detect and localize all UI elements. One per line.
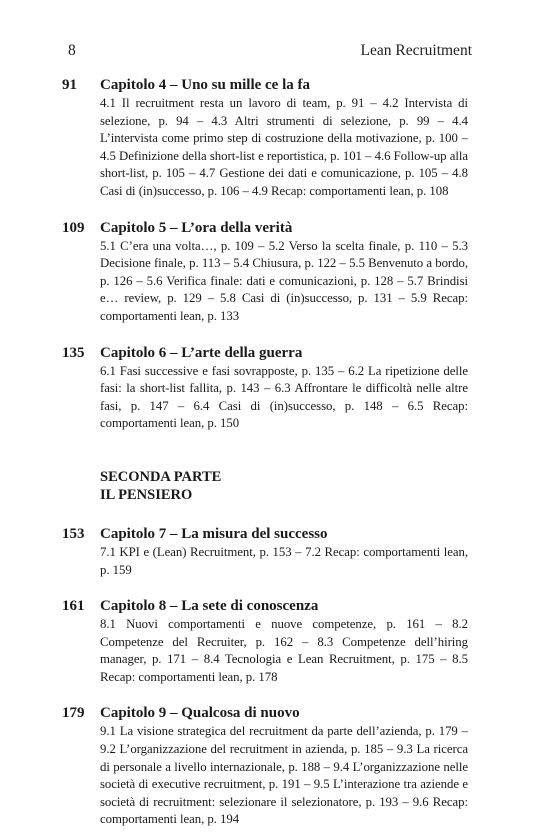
chapter-sections: 9.1 La visione strategica del recruitment da parte dell’azienda, p. 179 – 9.2 L’organizzazione del recruitment in azienda, p. 185 – 9.3 La ricerca di personale a livello internazionale, p. 188 – 9.4 L’organizzazione nelle società di executive recruitment, p. 191 – 9.5 L’interazione tra aziende e società di recruitment: selezionare il selezionatore, p. 193 – 9.6 Recap: comportamenti lean, p. 194	[100, 724, 468, 827]
part-heading-line: IL PENSIERO	[100, 486, 193, 503]
part-heading-line: SECONDA PARTE	[100, 468, 222, 485]
page-number: 8	[68, 42, 76, 59]
chapter-sections: 5.1 C’era una volta…, p. 109 – 5.2 Verso la scelta finale, p. 110 – 5.3 Decisione finale, p. 113 – 5.4 Chiusura, p. 122 – 5.5 Benvenuto a bordo, p. 126 – 5.6 Verifica finale: dati e comunicazioni, p. 128 – 5.7 Brindisi e… review, p. 129 – 5.8 Casi di (in)successo, p. 131 – 5.9 Recap: comportamenti lean, p. 133	[100, 238, 468, 323]
chapter-title: Capitolo 9 – Qualcosa di nuovo	[100, 705, 300, 722]
table-of-contents	[62, 75, 474, 829]
chapter-sections: 6.1 Fasi successive e fasi sovrapposte, p. 135 – 6.2 La ripetizione delle fasi: la short-list fallita, p. 143 – 6.3 Affrontare le difficoltà nelle altre fasi, p. 147 – 6.4 Casi di (in)successo, p. 148 – 6.5 Recap: comportamenti lean, p. 150	[100, 363, 468, 431]
toc-entry	[62, 703, 474, 829]
toc-entry	[62, 524, 474, 579]
chapter-sections: 4.1 Il recruitment resta un lavoro di team, p. 91 – 4.2 Intervista di selezione, p. 94 – 4.3 Altri strumenti di selezione, p. 99 – 4.4 L’intervista come primo step di costruzione della motivazione, p. 100 – 4.5 Definizione della short-list e reportistica, p. 101 – 4.6 Follow-up alla short-list, p. 105 – 4.7 Gestione dei dati e comunicazione, p. 105 – 4.8 Casi di (in)successo, p. 106 – 4.9 Recap: comportamenti lean, p. 108	[100, 96, 468, 198]
toc-entry-page: 161	[62, 598, 85, 615]
toc-entry	[62, 343, 474, 433]
part-heading	[62, 468, 474, 504]
chapter-title: Capitolo 7 – La misura del successo	[100, 525, 328, 542]
chapter-title: Capitolo 5 – L’ora della verità	[100, 219, 293, 236]
running-header	[68, 42, 472, 60]
toc-entry	[62, 218, 474, 326]
toc-entry-page: 153	[62, 525, 85, 542]
toc-entry-page: 91	[62, 77, 77, 93]
toc-entry-page: 179	[62, 705, 85, 722]
chapter-sections: 7.1 KPI e (Lean) Recruitment, p. 153 – 7.2 Recap: comportamenti lean, p. 159	[100, 544, 468, 577]
chapter-title: Capitolo 4 – Uno su mille ce la fa	[100, 77, 310, 93]
toc-entry-page: 135	[62, 344, 85, 361]
toc-entry	[62, 596, 474, 686]
chapter-sections: 8.1 Nuovi comportamenti e nuove competenze, p. 161 – 8.2 Competenze del Recruiter, p. 162 – 8.3 Competenze dell’hiring manager, p. 171 – 8.4 Tecnologia e Lean Recruitment, p. 175 – 8.5 Recap: comportamenti lean, p. 178	[100, 617, 468, 684]
toc-entry-page: 109	[62, 219, 85, 236]
toc-entry	[62, 75, 474, 201]
running-title: Lean Recruitment	[360, 42, 472, 59]
chapter-title: Capitolo 8 – La sete di conoscenza	[100, 598, 319, 615]
chapter-title: Capitolo 6 – L’arte della guerra	[100, 344, 303, 361]
